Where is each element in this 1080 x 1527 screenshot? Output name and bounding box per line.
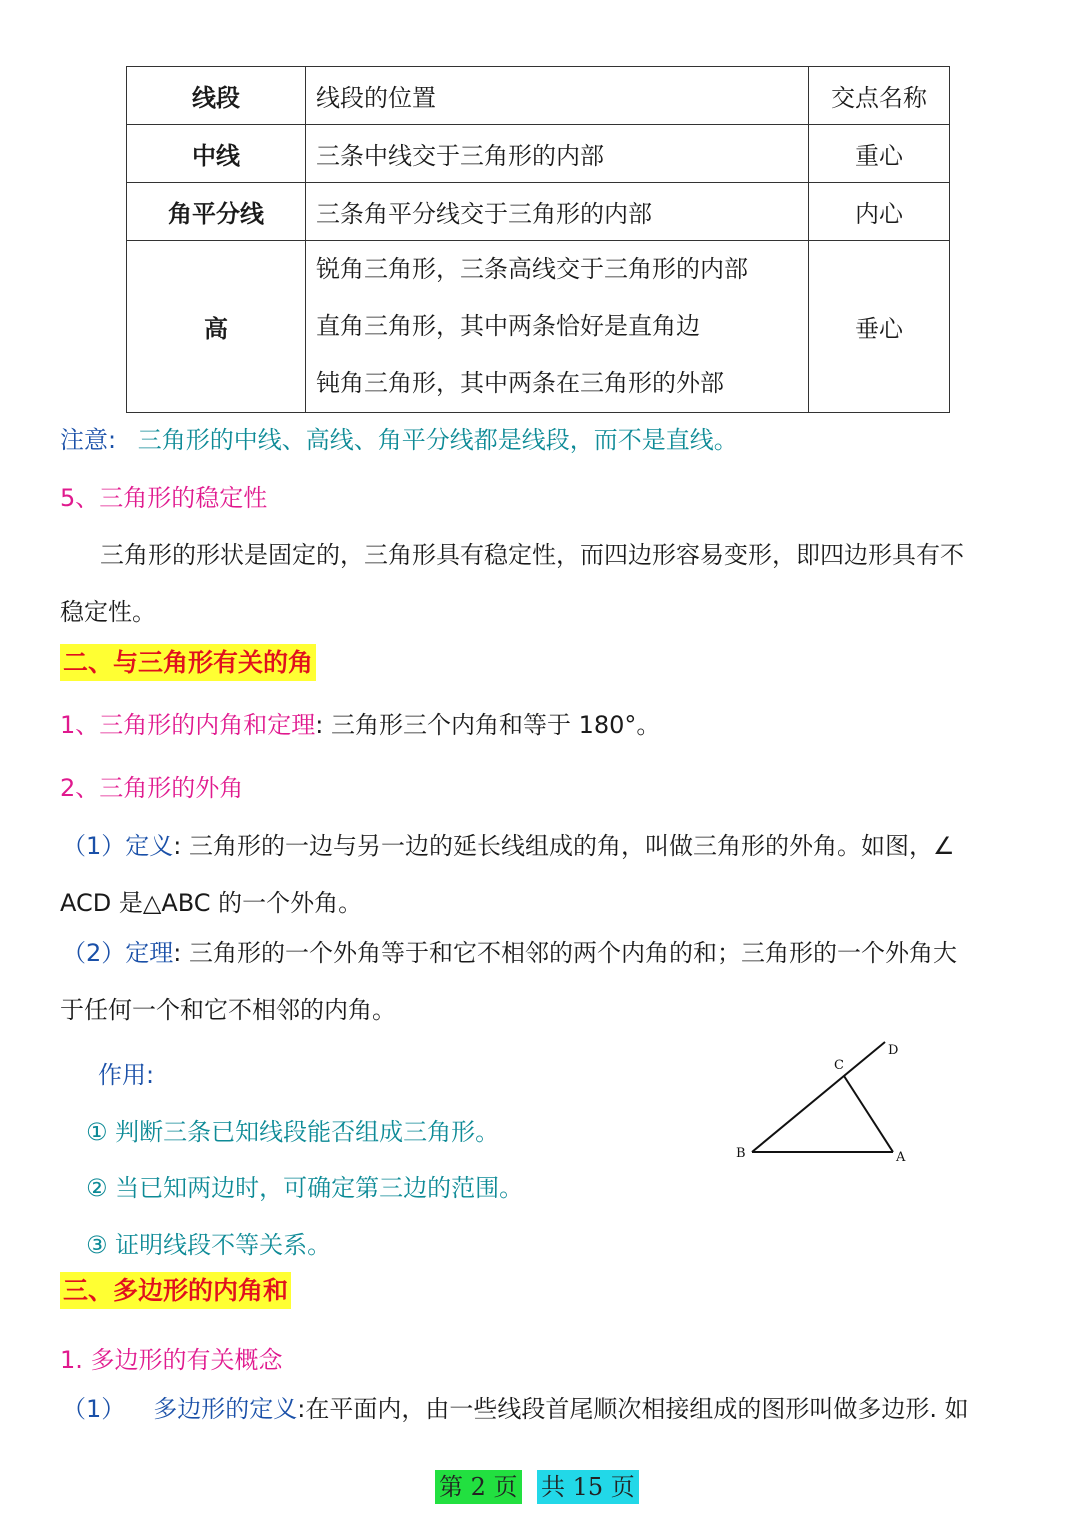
side-ca (844, 1076, 893, 1152)
table-row (127, 183, 950, 241)
use-item: ② 当已知两边时，可确定第三边的范围。 (86, 1174, 524, 1202)
page-number: 第 2 页 (435, 1470, 522, 1504)
paragraph-line: 三角形的形状是固定的，三角形具有稳定性，而四边形容易变形，即四边形具有不 (100, 541, 964, 569)
header-position: 线段的位置 (306, 67, 809, 125)
table-row (127, 125, 950, 183)
item-angle-sum (60, 705, 660, 740)
row-point: 垂心 (809, 241, 950, 413)
item-text: : 三角形三个内角和等于 180°。 (315, 711, 661, 739)
row-name: 高 (127, 241, 306, 413)
page-total: 共 15 页 (537, 1470, 639, 1504)
altitude-line: 钝角三角形，其中两条在三角形的外部 (316, 369, 724, 397)
theorem-label: 定理 (125, 939, 174, 967)
triangle-figure (730, 1035, 920, 1170)
polygon-definition-line (62, 1389, 969, 1424)
header-segment: 线段 (127, 67, 306, 125)
note (60, 420, 738, 455)
theorem-line-2: 于任何一个和它不相邻的内角。 (60, 996, 396, 1024)
row-position: 三条角平分线交于三角形的内部 (306, 183, 809, 241)
note-text: 三角形的中线、高线、角平分线都是线段，而不是直线。 (137, 426, 738, 454)
section-title-stability: 5、三角形的稳定性 (60, 484, 268, 512)
segment-table (126, 66, 950, 413)
item-label: 1、三角形的内角和定理 (60, 711, 316, 739)
row-name: 角平分线 (127, 183, 306, 241)
theorem-line (62, 933, 957, 968)
definition-label: 定义 (125, 832, 174, 860)
theorem-number: （2） (62, 939, 126, 967)
definition-label: 多边形的定义 (153, 1395, 298, 1423)
label-a: A (896, 1150, 906, 1165)
uses-label: 作用: (98, 1061, 155, 1089)
label-c: C (834, 1058, 844, 1073)
header-point: 交点名称 (809, 67, 950, 125)
heading-angles (60, 643, 316, 679)
subheading-polygon-concepts: 1. 多边形的有关概念 (60, 1346, 283, 1374)
label-d: D (888, 1043, 899, 1058)
heading-text: 三、多边形的内角和 (60, 1272, 291, 1309)
row-name: 中线 (127, 125, 306, 183)
altitude-line: 直角三角形，其中两条恰好是直角边 (316, 312, 700, 340)
use-item: ③ 证明线段不等关系。 (86, 1231, 332, 1259)
paragraph-line: 稳定性。 (60, 598, 156, 626)
row-position: 三条中线交于三角形的内部 (306, 125, 809, 183)
row-point: 内心 (809, 183, 950, 241)
row-point: 重心 (809, 125, 950, 183)
side-bc-extended (752, 1042, 885, 1152)
theorem-text: : 三角形的一个外角等于和它不相邻的两个内角的和；三角形的一个外角大 (173, 939, 957, 967)
definition-line (62, 826, 955, 861)
row-position (306, 241, 809, 413)
table-header-row (127, 67, 950, 125)
note-label: 注意: (60, 426, 117, 454)
item-exterior-angle: 2、三角形的外角 (60, 774, 244, 802)
heading-text: 二、与三角形有关的角 (60, 644, 316, 681)
table-row-altitude (127, 241, 950, 413)
heading-polygon (60, 1271, 291, 1307)
definition-text: :在平面内，由一些线段首尾顺次相接组成的图形叫做多边形. 如 (297, 1395, 969, 1423)
use-item: ① 判断三条已知线段能否组成三角形。 (86, 1118, 500, 1146)
altitude-line: 锐角三角形，三条高线交于三角形的内部 (316, 255, 748, 283)
definition-line-2: ACD 是△ABC 的一个外角。 (60, 889, 363, 917)
definition-number: （1） (62, 832, 126, 860)
definition-text: : 三角形的一边与另一边的延长线组成的角，叫做三角形的外角。如图，∠ (173, 832, 955, 860)
definition-number: （1） (62, 1395, 126, 1423)
label-b: B (736, 1146, 746, 1161)
